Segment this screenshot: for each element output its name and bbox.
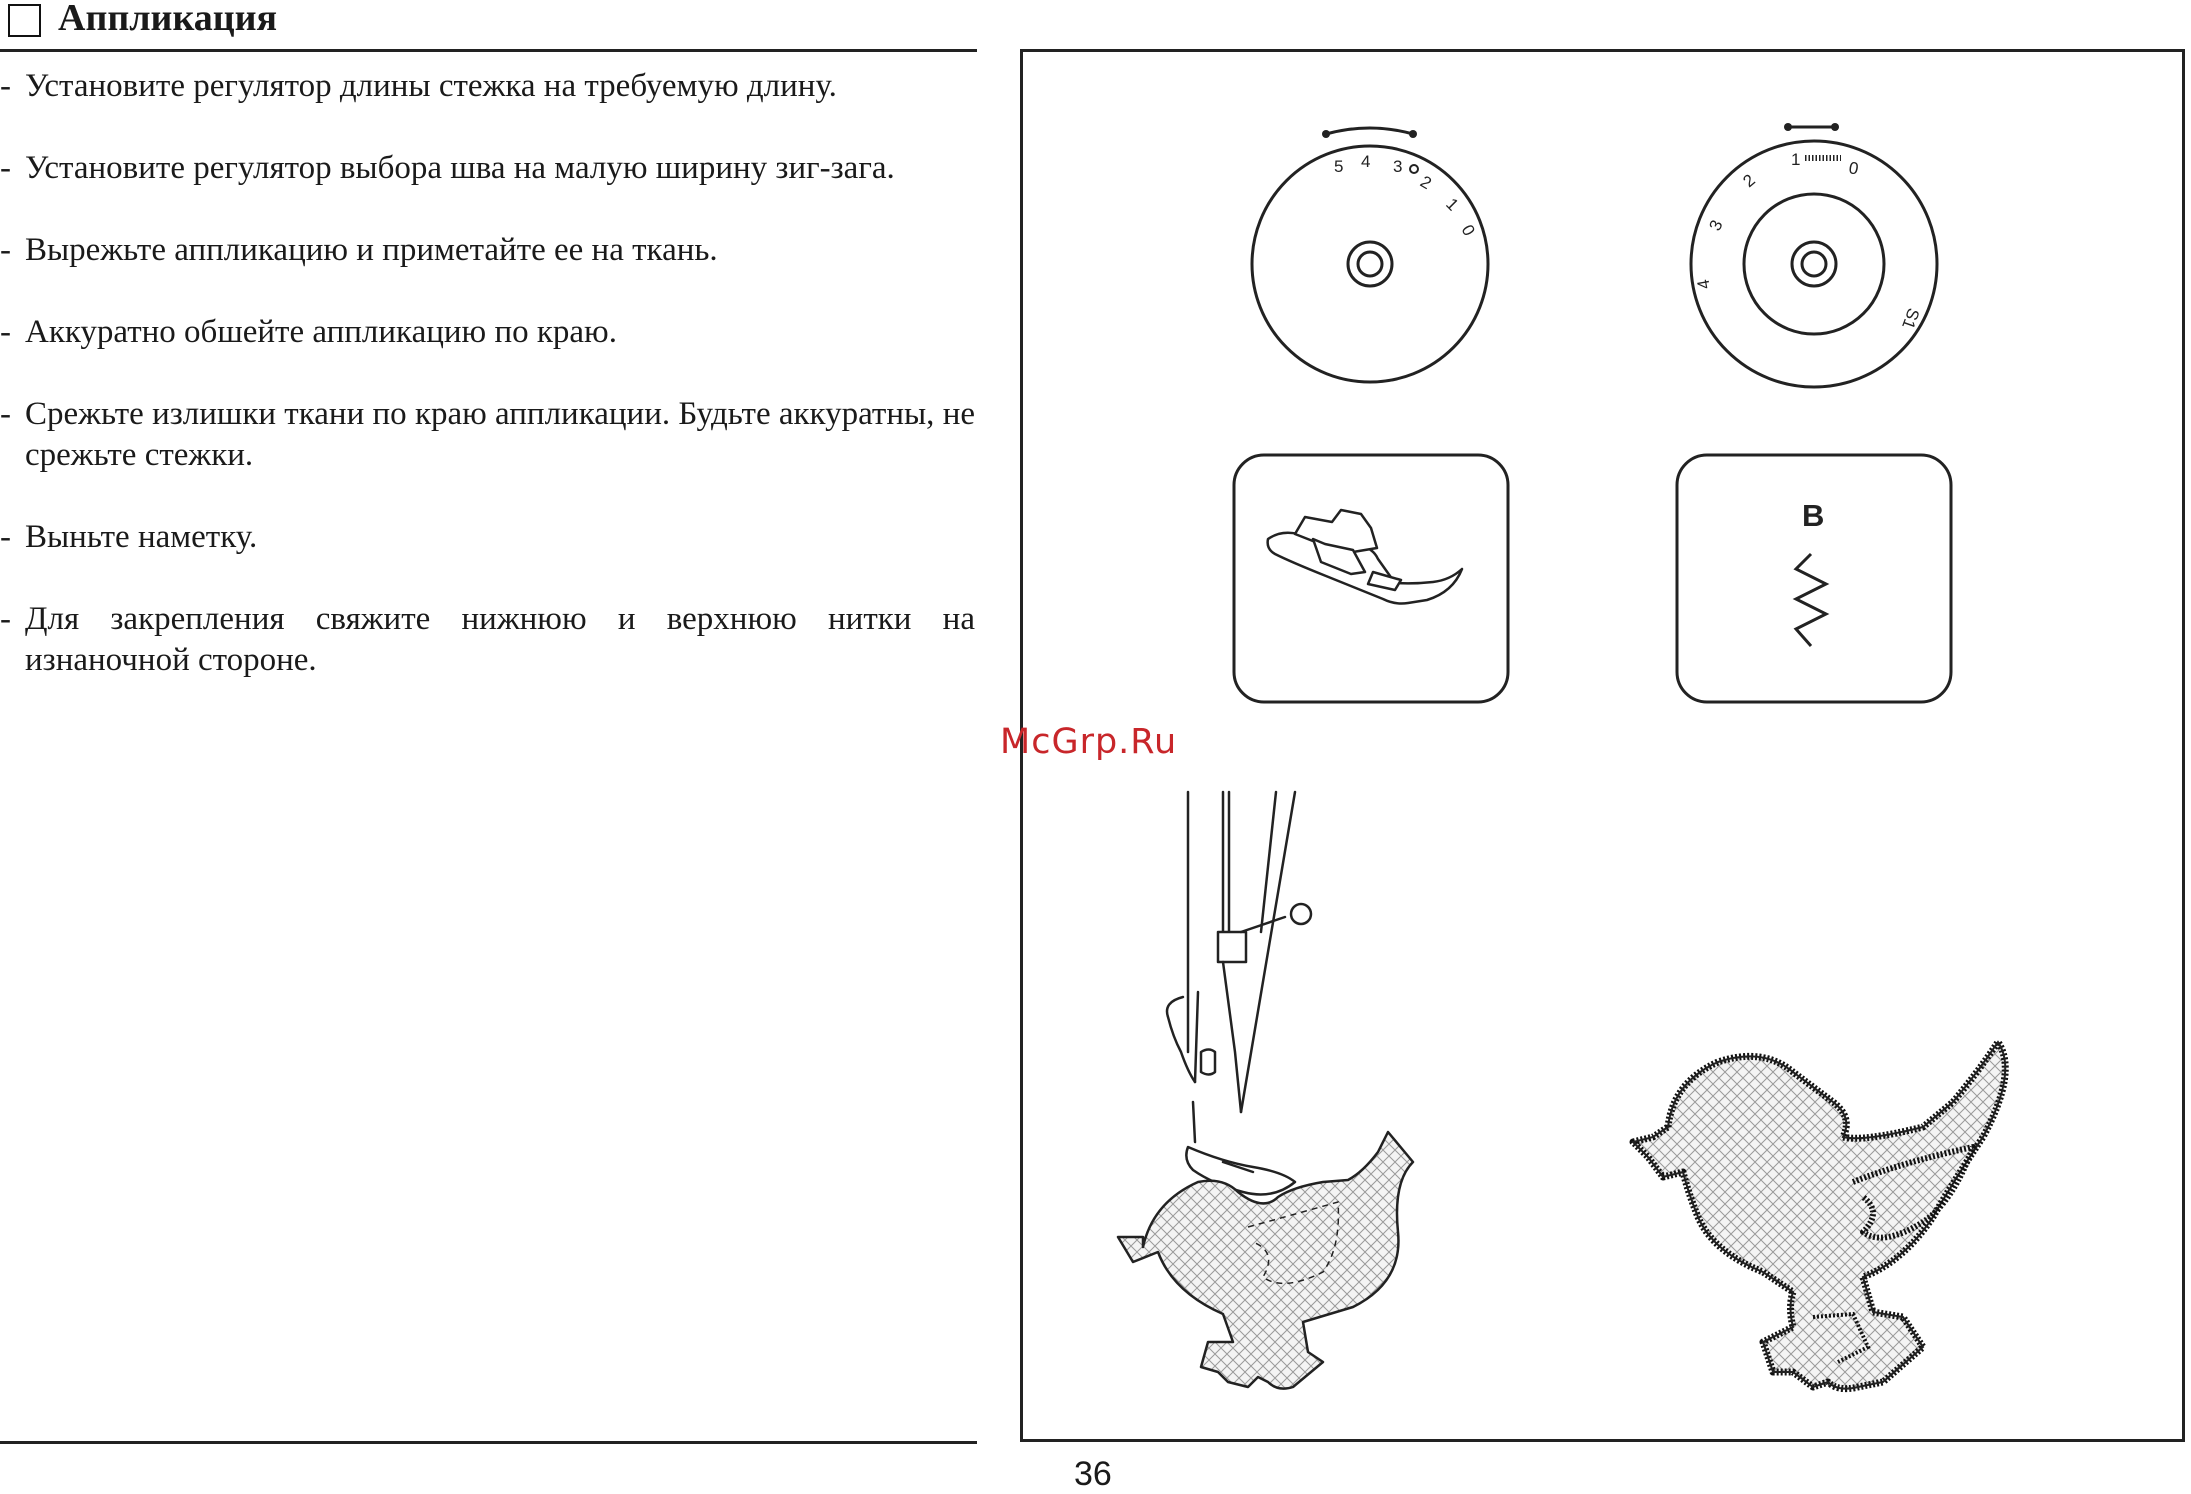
instruction-item: - Установите регулятор выбора шва на малую ширину зиг-зага. [0,150,895,186]
instruction-item: - Выньте наметку. [0,519,258,555]
instruction-item: - Для закрепления свяжите нижнюю и верхнюю нитки на изнаночной стороне. [0,601,975,678]
dial-label: 1 [1442,194,1463,215]
instruction-text: Установите регулятор длины стежка на требуемую длину. [25,68,837,104]
stitch-width-dial [1691,123,1937,387]
sewing-needle-illustration [1167,792,1311,1194]
dial-label: 2 [1739,170,1759,192]
instruction-text: Вырежьте аппликацию и приметайте ее на ткань. [25,232,718,268]
stitch-length-dial [1252,128,1488,382]
instruction-text: Выньте наметку. [25,519,258,555]
header-divider [0,49,977,52]
dial-label: 2 [1417,172,1435,194]
dial-label: 4 [1693,277,1714,291]
instruction-list [0,66,975,722]
stitch-letter: B [1802,498,1825,533]
section-title: Аппликация [58,0,278,39]
illustration-canvas [1023,52,2188,1445]
illustration-panel [1020,49,2185,1442]
dial-label: 3 [1393,157,1403,176]
section-header [0,0,977,50]
presser-foot-box [1234,455,1508,702]
page-number: 36 [1074,1455,1112,1493]
section-checkbox[interactable] [8,4,41,37]
dial-label: 5 [1334,157,1344,176]
instruction-text: Аккуратно обшейте аппликацию по краю. [25,314,617,350]
stitch-pattern-box [1677,455,1951,702]
instruction-item: - Срежьте излишки ткани по краю аппликации. Будьте аккуратны, не срежьте стежки. [0,396,975,473]
dial-label: 0 [1457,221,1479,240]
instruction-text: Срежьте излишки ткани по краю аппликации. Будьте аккуратны, не срежьте стежки. [25,396,975,473]
dial-label: S1 [1898,305,1924,332]
dial-label: 1 [1791,150,1801,169]
instruction-item: - Вырежьте аппликацию и приметайте ее на ткань. [0,232,718,268]
instruction-item: - Установите регулятор длины стежка на требуемую длину. [0,68,837,104]
watermark: McGrp.Ru [1000,722,1178,762]
footer-divider [0,1441,977,1444]
dial-label: 3 [1705,217,1727,234]
instruction-item: - Аккуратно обшейте аппликацию по краю. [0,314,617,350]
dial-label: 4 [1361,152,1371,171]
dial-label: 0 [1847,158,1860,179]
duckling-applique-finished [1633,1042,2005,1389]
instruction-text: Для закрепления свяжите нижнюю и верхнюю нитки на изнаночной стороне. [25,601,975,678]
instruction-text: Установите регулятор выбора шва на малую ширину зиг-зага. [25,150,895,186]
